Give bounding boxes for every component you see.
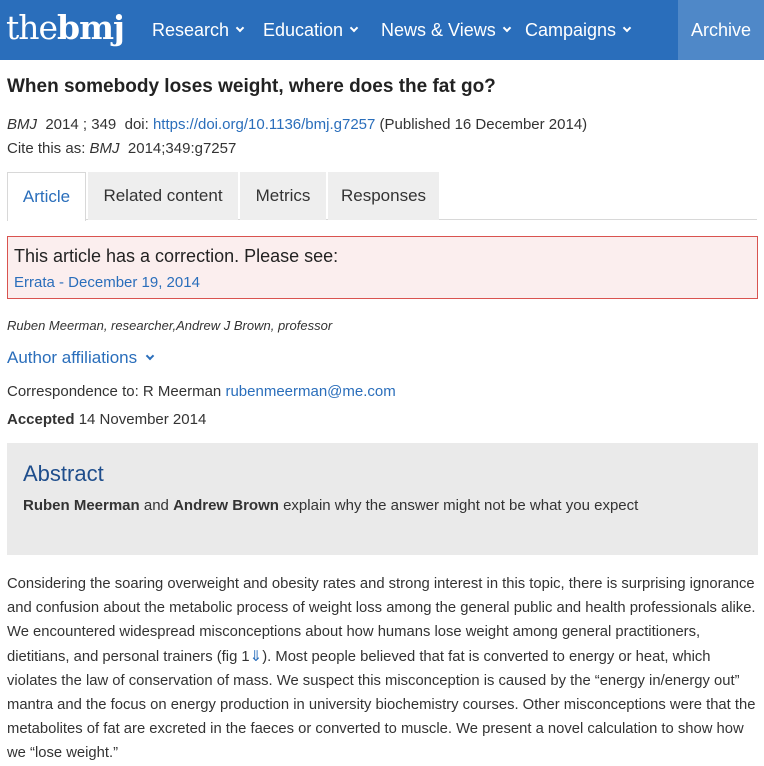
body-text-part-2: ). Most people believed that fat is converted to energy or heat, which violates the law of conservation of mass. We suspect this misconception is caused by the “energy in/energy out” mantra and the focus on energy production in university biochemistry courses. Other misconceptions were that the metabolites of fat are excreted in the faeces or converted to muscle. We present a novel calculation to show how we “lose weight.” <box>7 648 756 762</box>
correction-notice <box>7 236 758 299</box>
chevron-down-icon <box>623 23 631 31</box>
abstract-author-2: Andrew Brown <box>173 497 279 514</box>
bmj-logo[interactable]: thebmj <box>6 8 124 47</box>
figure-link-arrow-icon[interactable]: ⇓ <box>249 647 263 665</box>
nav-education-label: Education <box>263 19 344 40</box>
abstract-author-1: Ruben Meerman <box>23 497 140 514</box>
nav-campaigns-label: Campaigns <box>525 19 617 40</box>
journal-name: BMJ <box>7 116 37 133</box>
citation-year: 2014 <box>45 116 79 133</box>
chevron-down-icon <box>502 23 510 31</box>
nav-archive-label: Archive <box>690 19 752 40</box>
correspondence-email-link[interactable]: rubenmeerman@me.com <box>225 383 396 400</box>
nav-archive[interactable] <box>678 0 764 60</box>
chevron-down-icon <box>146 351 154 359</box>
author-list: Ruben Meerman, researcher,Andrew J Brown, professor <box>7 318 333 333</box>
abstract-heading: Abstract <box>23 461 104 486</box>
tab-responses-label: Responses <box>340 186 427 205</box>
accepted-date <box>7 411 206 428</box>
tab-related-content[interactable] <box>88 172 238 220</box>
top-navigation-bar <box>0 0 764 60</box>
doi-link[interactable]: https://doi.org/10.1136/bmj.g7257 <box>152 116 376 133</box>
tab-metrics[interactable] <box>240 172 326 220</box>
accepted-label: Accepted <box>7 411 75 428</box>
cite-as-line <box>7 140 236 157</box>
chevron-down-icon <box>350 23 358 31</box>
accepted-date-value: 14 November 2014 <box>78 411 207 428</box>
nav-research-label: Research <box>152 19 230 40</box>
abstract-box <box>7 443 758 555</box>
cite-reference: 2014;349:g7257 <box>127 140 237 157</box>
author-affiliations-label: Author affiliations <box>7 348 138 367</box>
citation-volume: 349 <box>91 116 117 133</box>
body-text-part-1: Considering the soaring overweight and obesity rates and strong interest in this topic, there is surprising ignorance and confusion about the metabolic process of weight loss among the general public and health professionals alike. We encountered widespread misconceptions about how humans lose weight among general practitioners, dietitians, and personal trainers (fig 1 <box>7 576 756 665</box>
article-body-paragraph <box>7 572 759 766</box>
correction-text: This article has a correction. Please see: <box>14 246 339 266</box>
abstract-and: and <box>143 497 169 514</box>
citation-line: BMJ 2014 ; 349 doi: https://doi.org/10.1136/bmj.g7257 (Published 16 December 2014) <box>7 116 588 133</box>
correspondence-label: Correspondence to: R Meerman <box>7 383 222 400</box>
correspondence <box>7 383 396 400</box>
nav-research[interactable] <box>152 0 243 60</box>
nav-news-views-label: News & Views <box>381 19 496 40</box>
tab-related-content-label: Related content <box>103 186 223 205</box>
article-tabs <box>7 172 757 220</box>
cite-as-label: Cite this as: <box>7 140 86 157</box>
errata-link[interactable]: Errata - December 19, 2014 <box>14 274 200 291</box>
tab-article[interactable] <box>7 172 86 221</box>
doi-label: doi: <box>124 116 149 133</box>
article-title: When somebody loses weight, where does the fat go? <box>7 76 496 97</box>
published-date: (Published 16 December 2014) <box>379 116 588 133</box>
chevron-down-icon <box>236 23 244 31</box>
nav-news-views[interactable] <box>381 0 510 60</box>
abstract-text <box>23 497 638 514</box>
tab-article-label: Article <box>22 187 71 206</box>
cite-journal: BMJ <box>89 140 120 157</box>
tab-metrics-label: Metrics <box>255 186 311 205</box>
tab-responses[interactable] <box>328 172 439 220</box>
nav-education[interactable] <box>263 0 357 60</box>
author-affiliations-toggle[interactable] <box>7 348 153 368</box>
abstract-summary: explain why the answer might not be what you expect <box>283 497 639 514</box>
nav-campaigns[interactable] <box>525 0 630 60</box>
